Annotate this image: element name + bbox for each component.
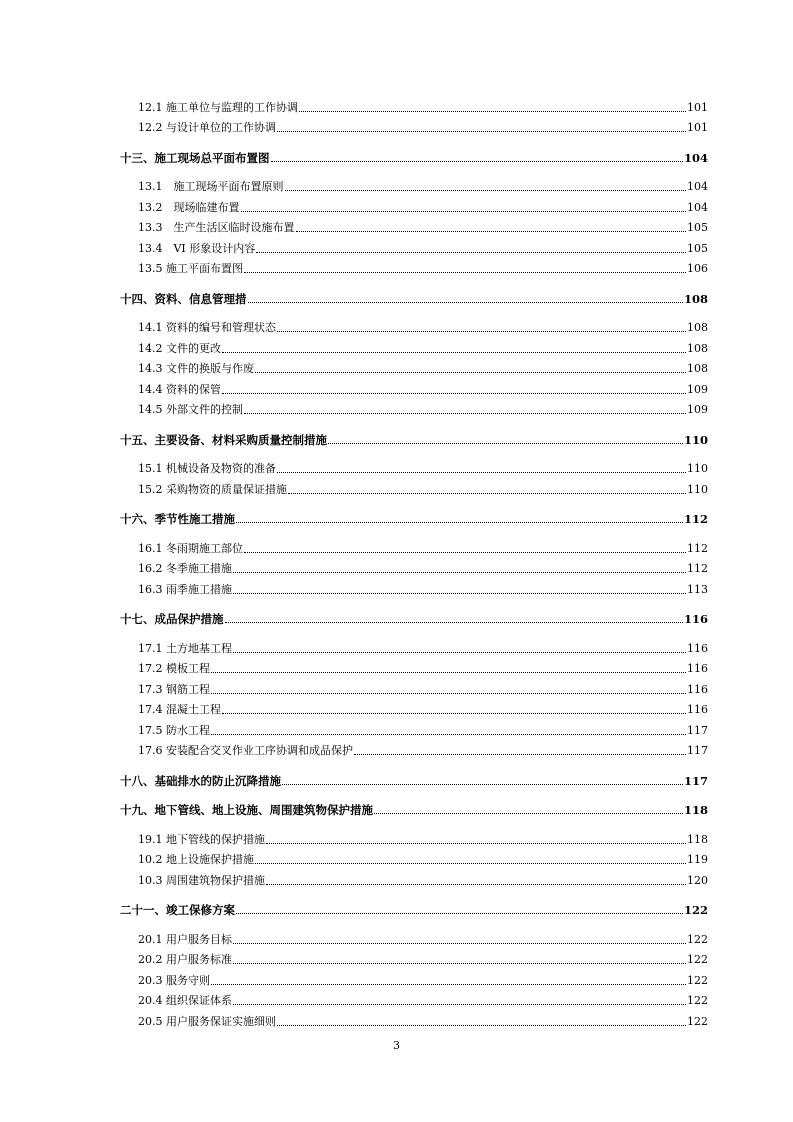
toc-section-entry[interactable] bbox=[0, 535, 793, 556]
toc-entry-title: 14.5 外部文件的控制 bbox=[138, 403, 243, 416]
toc-entry-title: 17.4 混凝土工程 bbox=[138, 703, 221, 716]
toc-entry-title: 13.2 现场临建布置 bbox=[138, 200, 240, 214]
toc-section-entry[interactable] bbox=[0, 635, 793, 656]
toc-entry-page: 122 bbox=[687, 932, 708, 946]
toc-section-entry[interactable] bbox=[0, 256, 793, 277]
dot-leader bbox=[277, 472, 686, 473]
dot-leader bbox=[266, 843, 686, 844]
dot-leader bbox=[233, 943, 686, 944]
toc-entry-page: 108 bbox=[687, 321, 708, 334]
toc-entry-title: 10.3 周围建筑物保护措施 bbox=[138, 873, 265, 887]
toc-entry-page: 108 bbox=[687, 341, 708, 355]
toc-section-entry[interactable] bbox=[0, 676, 793, 697]
toc-chapter-entry[interactable] bbox=[0, 144, 793, 165]
dot-leader bbox=[288, 493, 686, 494]
toc-entry-page: 112 bbox=[687, 562, 708, 575]
toc-section-entry[interactable] bbox=[0, 174, 793, 195]
toc-entry-title: 13.4 VI 形象设计内容 bbox=[138, 241, 256, 255]
dot-leader bbox=[233, 963, 686, 964]
toc-section-entry[interactable] bbox=[0, 335, 793, 356]
toc-entry-page: 116 bbox=[687, 662, 708, 675]
toc-entry-title: 15.1 机械设备及物资的准备 bbox=[138, 462, 276, 475]
toc-entry-page: 122 bbox=[687, 973, 708, 987]
toc-entry-title: 十六、季节性施工措施 bbox=[120, 512, 235, 526]
toc-section-entry[interactable] bbox=[0, 194, 793, 215]
toc-entry-page: 112 bbox=[687, 541, 708, 555]
dot-leader bbox=[233, 1004, 686, 1005]
toc-entry-title: 十四、资料、信息管理措 bbox=[120, 291, 247, 306]
dot-leader bbox=[374, 813, 683, 814]
toc-entry-title: 13.5 施工平面布置图 bbox=[138, 262, 243, 275]
toc-entry-page: 116 bbox=[683, 612, 708, 626]
toc-section-entry[interactable] bbox=[0, 656, 793, 677]
toc-section-entry[interactable] bbox=[0, 115, 793, 136]
toc-entry-title: 20.5 用户服务保证实施细则 bbox=[138, 1014, 276, 1028]
toc-entry-page: 116 bbox=[687, 641, 708, 655]
toc-entry-page: 104 bbox=[683, 150, 708, 165]
toc-entry-page: 118 bbox=[683, 803, 708, 817]
toc-entry-page: 110 bbox=[683, 432, 708, 447]
toc-entry-title: 16.2 冬季施工措施 bbox=[138, 562, 232, 575]
table-of-contents bbox=[0, 94, 793, 1029]
toc-entry-title: 20.2 用户服务标准 bbox=[138, 953, 232, 966]
toc-entry-page: 104 bbox=[687, 180, 708, 193]
toc-section-entry[interactable] bbox=[0, 376, 793, 397]
toc-entry-title: 15.2 采购物资的质量保证措施 bbox=[138, 482, 287, 496]
dot-leader bbox=[282, 784, 683, 785]
toc-entry-title: 13.3 生产生活区临时设施布置 bbox=[138, 221, 295, 234]
toc-entry-page: 117 bbox=[683, 773, 708, 788]
toc-entry-page: 119 bbox=[687, 853, 708, 866]
toc-section-entry[interactable] bbox=[0, 235, 793, 256]
toc-entry-page: 117 bbox=[687, 744, 708, 757]
toc-entry-page: 113 bbox=[687, 582, 708, 596]
toc-entry-title: 16.1 冬雨期施工部位 bbox=[138, 541, 243, 555]
dot-leader bbox=[244, 272, 686, 273]
dot-leader bbox=[244, 413, 686, 414]
toc-section-entry[interactable] bbox=[0, 456, 793, 477]
dot-leader bbox=[255, 863, 686, 864]
toc-section-entry[interactable] bbox=[0, 697, 793, 718]
toc-entry-title: 20.1 用户服务目标 bbox=[138, 932, 232, 946]
dot-leader bbox=[241, 211, 687, 212]
toc-entry-page: 122 bbox=[687, 953, 708, 966]
dot-leader bbox=[277, 1025, 686, 1026]
toc-entry-title: 十七、成品保护措施 bbox=[120, 612, 224, 626]
toc-entry-page: 117 bbox=[687, 723, 708, 737]
dot-leader bbox=[285, 190, 687, 191]
toc-chapter-entry[interactable] bbox=[0, 897, 793, 918]
dot-leader bbox=[225, 622, 683, 623]
toc-entry-page: 122 bbox=[687, 994, 708, 1007]
toc-entry-title: 17.5 防水工程 bbox=[138, 723, 210, 737]
toc-entry-title: 19.1 地下管线的保护措施 bbox=[138, 832, 265, 846]
dot-leader bbox=[211, 693, 686, 694]
toc-entry-title: 13.1 施工现场平面布置原则 bbox=[138, 180, 284, 193]
page-number: 3 bbox=[393, 1039, 400, 1052]
toc-chapter-entry[interactable] bbox=[0, 285, 793, 306]
toc-chapter-entry[interactable] bbox=[0, 767, 793, 788]
toc-section-entry[interactable] bbox=[0, 947, 793, 968]
dot-leader bbox=[236, 522, 683, 523]
toc-entry-title: 二十一、竣工保修方案 bbox=[120, 903, 235, 917]
dot-leader bbox=[222, 713, 686, 714]
dot-leader bbox=[222, 393, 686, 394]
toc-section-entry[interactable] bbox=[0, 738, 793, 759]
toc-section-entry[interactable] bbox=[0, 315, 793, 336]
toc-section-entry[interactable] bbox=[0, 847, 793, 868]
dot-leader bbox=[233, 593, 686, 594]
dot-leader bbox=[266, 884, 686, 885]
toc-entry-page: 122 bbox=[687, 1014, 708, 1028]
toc-entry-title: 14.1 资料的编号和管理状态 bbox=[138, 321, 276, 334]
toc-entry-title: 14.4 资料的保管 bbox=[138, 382, 221, 396]
dot-leader bbox=[211, 672, 686, 673]
toc-section-entry[interactable] bbox=[0, 988, 793, 1009]
toc-entry-title: 20.3 服务守则 bbox=[138, 973, 210, 987]
dot-leader bbox=[328, 443, 683, 444]
toc-entry-title: 十九、地下管线、地上设施、周围建筑物保护措施 bbox=[120, 803, 373, 817]
toc-chapter-entry[interactable] bbox=[0, 606, 793, 627]
dot-leader bbox=[256, 252, 686, 253]
dot-leader bbox=[211, 734, 686, 735]
toc-section-entry[interactable] bbox=[0, 94, 793, 115]
toc-entry-page: 116 bbox=[687, 703, 708, 716]
toc-entry-page: 108 bbox=[683, 291, 708, 306]
toc-chapter-entry[interactable] bbox=[0, 506, 793, 527]
toc-entry-page: 122 bbox=[683, 903, 708, 917]
toc-entry-title: 16.3 雨季施工措施 bbox=[138, 582, 232, 596]
toc-entry-page: 118 bbox=[687, 832, 708, 846]
toc-section-entry[interactable] bbox=[0, 215, 793, 236]
dot-leader bbox=[255, 372, 686, 373]
dot-leader bbox=[296, 231, 687, 232]
dot-leader bbox=[354, 754, 686, 755]
toc-section-entry[interactable] bbox=[0, 867, 793, 888]
toc-section-entry[interactable] bbox=[0, 556, 793, 577]
toc-section-entry[interactable] bbox=[0, 826, 793, 847]
dot-leader bbox=[222, 352, 686, 353]
toc-entry-title: 十五、主要设备、材料采购质量控制措施 bbox=[120, 432, 327, 447]
toc-entry-page: 112 bbox=[683, 512, 708, 526]
toc-entry-page: 110 bbox=[687, 462, 708, 475]
toc-entry-page: 110 bbox=[687, 482, 708, 496]
toc-entry-page: 116 bbox=[687, 682, 708, 696]
dot-leader bbox=[277, 131, 686, 132]
toc-entry-page: 101 bbox=[687, 100, 708, 114]
toc-entry-title: 12.1 施工单位与监理的工作协调 bbox=[138, 100, 298, 114]
toc-section-entry[interactable] bbox=[0, 476, 793, 497]
toc-entry-title: 14.2 文件的更改 bbox=[138, 341, 221, 355]
toc-entry-title: 17.3 钢筋工程 bbox=[138, 682, 210, 696]
dot-leader bbox=[211, 984, 686, 985]
dot-leader bbox=[244, 552, 686, 553]
toc-section-entry[interactable] bbox=[0, 926, 793, 947]
toc-entry-title: 10.2 地上设施保护措施 bbox=[138, 853, 254, 866]
dot-leader bbox=[277, 331, 686, 332]
toc-section-entry[interactable] bbox=[0, 576, 793, 597]
dot-leader bbox=[236, 913, 683, 914]
toc-entry-page: 120 bbox=[687, 873, 708, 887]
toc-entry-title: 17.6 安装配合交叉作业工序协调和成品保护 bbox=[138, 744, 353, 757]
toc-entry-page: 108 bbox=[687, 362, 708, 375]
toc-entry-page: 105 bbox=[687, 221, 708, 234]
toc-entry-page: 106 bbox=[687, 262, 708, 275]
dot-leader bbox=[248, 302, 683, 303]
toc-section-entry[interactable] bbox=[0, 356, 793, 377]
toc-entry-title: 17.2 模板工程 bbox=[138, 662, 210, 675]
toc-entry-page: 101 bbox=[687, 121, 708, 134]
toc-entry-title: 14.3 文件的换版与作废 bbox=[138, 362, 254, 375]
toc-entry-page: 109 bbox=[687, 382, 708, 396]
dot-leader bbox=[233, 572, 686, 573]
toc-entry-title: 十三、施工现场总平面布置图 bbox=[120, 150, 270, 165]
toc-section-entry[interactable] bbox=[0, 397, 793, 418]
toc-entry-title: 17.1 土方地基工程 bbox=[138, 641, 232, 655]
toc-entry-page: 109 bbox=[687, 403, 708, 416]
toc-entry-title: 20.4 组织保证体系 bbox=[138, 994, 232, 1007]
toc-entry-title: 12.2 与设计单位的工作协调 bbox=[138, 121, 276, 134]
toc-section-entry[interactable] bbox=[0, 1008, 793, 1029]
toc-section-entry[interactable] bbox=[0, 967, 793, 988]
toc-entry-title: 十八、基础排水的防止沉降措施 bbox=[120, 773, 281, 788]
toc-section-entry[interactable] bbox=[0, 717, 793, 738]
toc-chapter-entry[interactable] bbox=[0, 797, 793, 818]
toc-chapter-entry[interactable] bbox=[0, 426, 793, 447]
toc-entry-page: 105 bbox=[687, 241, 708, 255]
dot-leader bbox=[233, 652, 686, 653]
dot-leader bbox=[299, 111, 686, 112]
dot-leader bbox=[271, 161, 683, 162]
toc-entry-page: 104 bbox=[687, 200, 708, 214]
